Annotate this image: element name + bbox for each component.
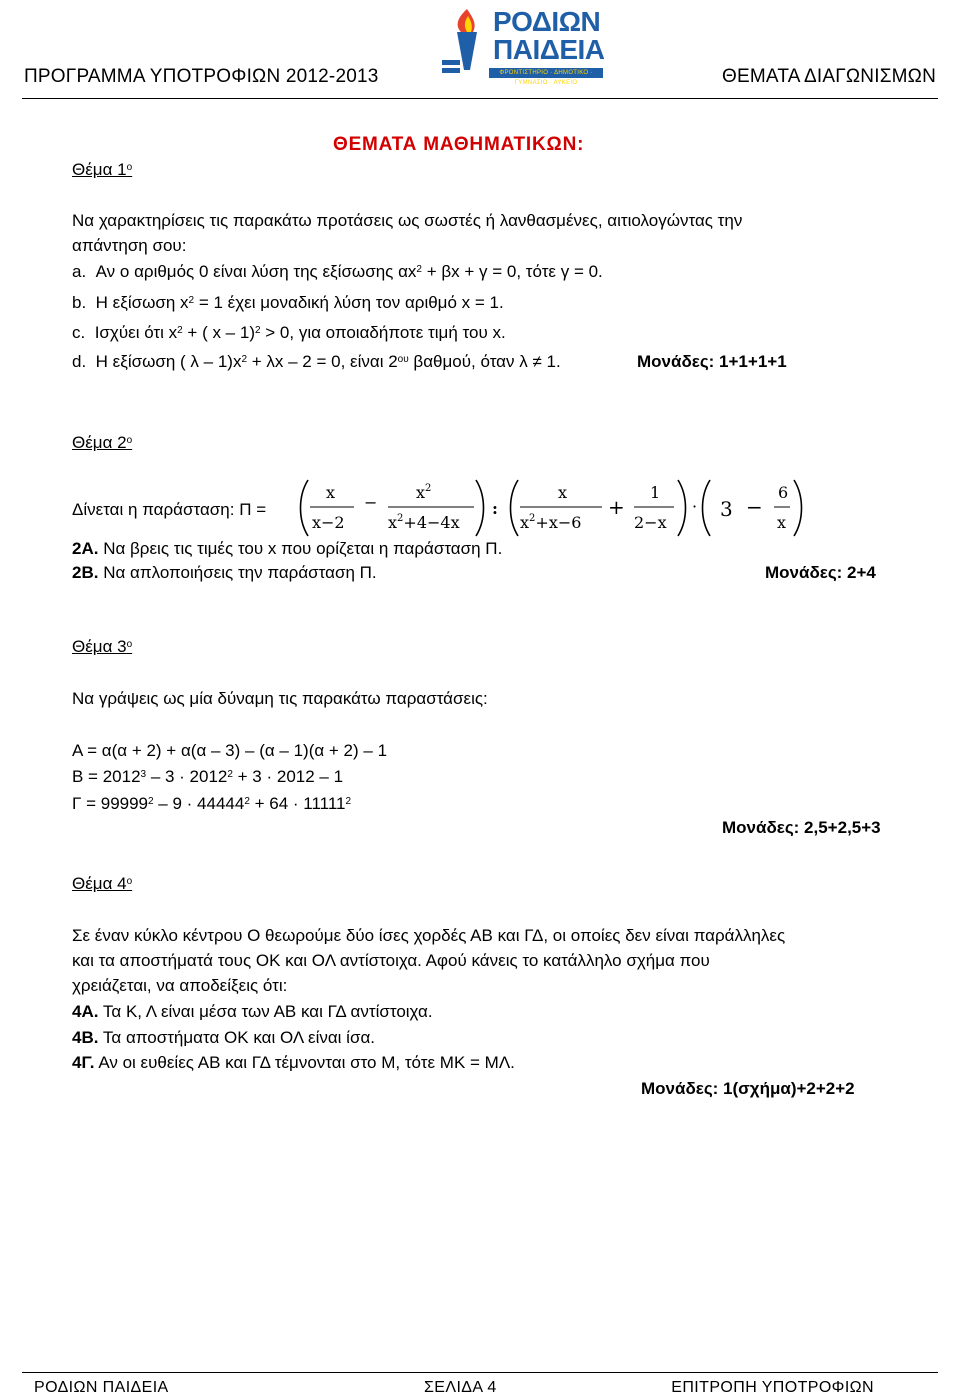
footer-left: ΡΟΔΙΩΝ ΠΑΙΔΕΙΑ: [34, 1379, 169, 1396]
svg-text:−: −: [364, 493, 378, 512]
svg-text:+: +: [608, 495, 625, 519]
svg-text:3: 3: [720, 497, 733, 521]
logo-band-text: ΦΡΟΝΤΙΣΤΗΡΙΟ · ΔΗΜΟΤΙΚΟ · ΓΥΜΝΑΣΙΟ · ΛΥΚΕΙΟ: [499, 70, 593, 86]
footer-page-number: ΣΕΛΙΔΑ 4: [424, 1379, 497, 1396]
svg-text::: :: [492, 499, 498, 518]
logo-text-line2: ΠΑΙΔΕΙΑ: [493, 34, 605, 65]
header-section-title: ΘΕΜΑΤΑ ΔΙΑΓΩΝΙΣΜΩΝ: [721, 66, 936, 87]
theme2-title: Θέμα $2^o$: [72, 433, 133, 452]
theme4-paragraph-line1: Σε έναν κύκλο κέντρου Ο θεωρούμε δύο ίσες χορδές ΑΒ και ΓΔ, οι οποίες δεν είναι παράλληλες: [72, 926, 786, 945]
theme1-points: Μονάδες: 1+1+1+1: [637, 352, 787, 371]
svg-text:1: 1: [650, 483, 661, 502]
theme3-title: Θέμα $3^o$: [72, 637, 133, 656]
logo-band: [489, 68, 603, 86]
theme4-title: Θέμα $4^o$: [72, 874, 133, 893]
svg-text:x2+x−6: $x^2+x-6$: [520, 513, 582, 532]
theme1-intro-line1: Να χαρακτηρίσεις τις παρακάτω προτάσεις ως σωστές ή λανθασμένες, αιτιολογώντας την: [72, 211, 743, 230]
svg-text:x−2: x−2: [312, 513, 345, 532]
doc-title: ΘΕΜΑΤΑ ΜΑΘΗΜΑΤΙΚΩΝ:: [333, 134, 585, 155]
theme2-question-a: 2Α. Να βρεις τις τιμές του x που ορίζεται η παράσταση Π.: [72, 539, 503, 558]
svg-text:x2+4−4x: $x^2+4-4x$: [388, 513, 460, 532]
svg-text:·: ·: [692, 497, 698, 516]
theme1-item-a: a. Αν ο αριθμός 0 είναι λύση της εξίσωσης $\alpha x^2 + \beta x + \gamma = 0$, τότε γ = 0.: [72, 262, 603, 281]
theme1-item-b: b. Η εξίσωση $x^2 = 1$ έχει μοναδική λύση τον αριθμό x = 1.: [72, 293, 504, 312]
header-program-title: ΠΡΟΓΡΑΜΜΑ ΥΠΟΤΡΟΦΙΩΝ 2012-2013: [24, 66, 379, 87]
footer-divider: [22, 1372, 938, 1373]
theme1-item-c: c. Ισχύει ότι $x^2$ + ( x – 1)$^2$ > 0, για οποιαδήποτε τιμή του x.: [72, 323, 506, 342]
theme3-expr-G: $\Gamma = 99999^2 - 9 \cdot 44444^2 + 64 \cdot 11111^2$: [72, 794, 352, 813]
theme4-question-a: 4Α. Τα Κ, Λ είναι μέσα των ΑΒ και ΓΔ αντίστοιχα.: [72, 1002, 433, 1021]
logo-text-line1: ΡΟΔΙΩΝ: [493, 6, 601, 37]
header-divider: [22, 98, 938, 99]
svg-text:x: x: [777, 513, 787, 532]
theme4-points: Μονάδες: 1(σχήμα)+2+2+2: [641, 1079, 855, 1098]
theme2-given-label: Δίνεται η παράσταση: Π =: [72, 500, 267, 519]
theme4-question-c: 4Γ. Αν οι ευθείες ΑΒ και ΓΔ τέμνονται στο Μ, τότε ΜΚ = ΜΛ.: [72, 1053, 515, 1072]
theme2-points: Μονάδες: 2+4: [765, 563, 876, 582]
theme4-paragraph-line2: και τα αποστήματά τους ΟΚ και ΟΛ αντίστοιχα. Αφού κάνεις το κατάλληλο σχήμα που: [72, 951, 710, 970]
svg-text:x: x: [558, 483, 568, 502]
theme3-expr-A: Α = α(α + 2) + α(α – 3) – (α – 1)(α + 2) – 1: [72, 741, 388, 760]
svg-text:x: x: [326, 483, 336, 502]
theme4-question-b: 4Β. Τα αποστήματα ΟΚ και ΟΛ είναι ίσα.: [72, 1028, 376, 1047]
torch-logo-icon: [437, 6, 489, 76]
theme1-intro-line2: απάντηση σου:: [72, 236, 187, 255]
svg-text:6: 6: [778, 483, 789, 502]
theme2-question-b: 2Β. Να απλοποιήσεις την παράσταση Π.: [72, 563, 377, 582]
theme1-item-d: d. Η εξίσωση ( $\lambda - 1)x^2 + \lambda x - 2 = 0$, είναι $2^{o\upsilon}$ βαθμού, όταν λ ≠ 1.: [72, 352, 561, 371]
svg-text:2−x: 2−x: [634, 513, 667, 532]
theme3-intro: Να γράψεις ως μία δύναμη τις παρακάτω παραστάσεις:: [72, 689, 488, 708]
svg-text:−: −: [746, 495, 763, 519]
theme3-points: Μονάδες: 2,5+2,5+3: [722, 818, 881, 837]
theme3-expr-B: $B = 2012^3 - 3 \cdot 2012^2 + 3 \cdot 2012 - 1$: [72, 767, 344, 786]
theme4-paragraph-line3: χρειάζεται, να αποδείξεις ότι:: [72, 976, 288, 995]
footer-right: ΕΠΙΤΡΟΠΗ ΥΠΟΤΡΟΦΙΩΝ: [671, 1379, 874, 1396]
theme1-title: Θέμα $1^o$: [72, 160, 133, 179]
brand-logo: [437, 4, 603, 84]
expression-P: [296, 476, 806, 540]
svg-text:x2: $x^2$: [416, 483, 432, 502]
